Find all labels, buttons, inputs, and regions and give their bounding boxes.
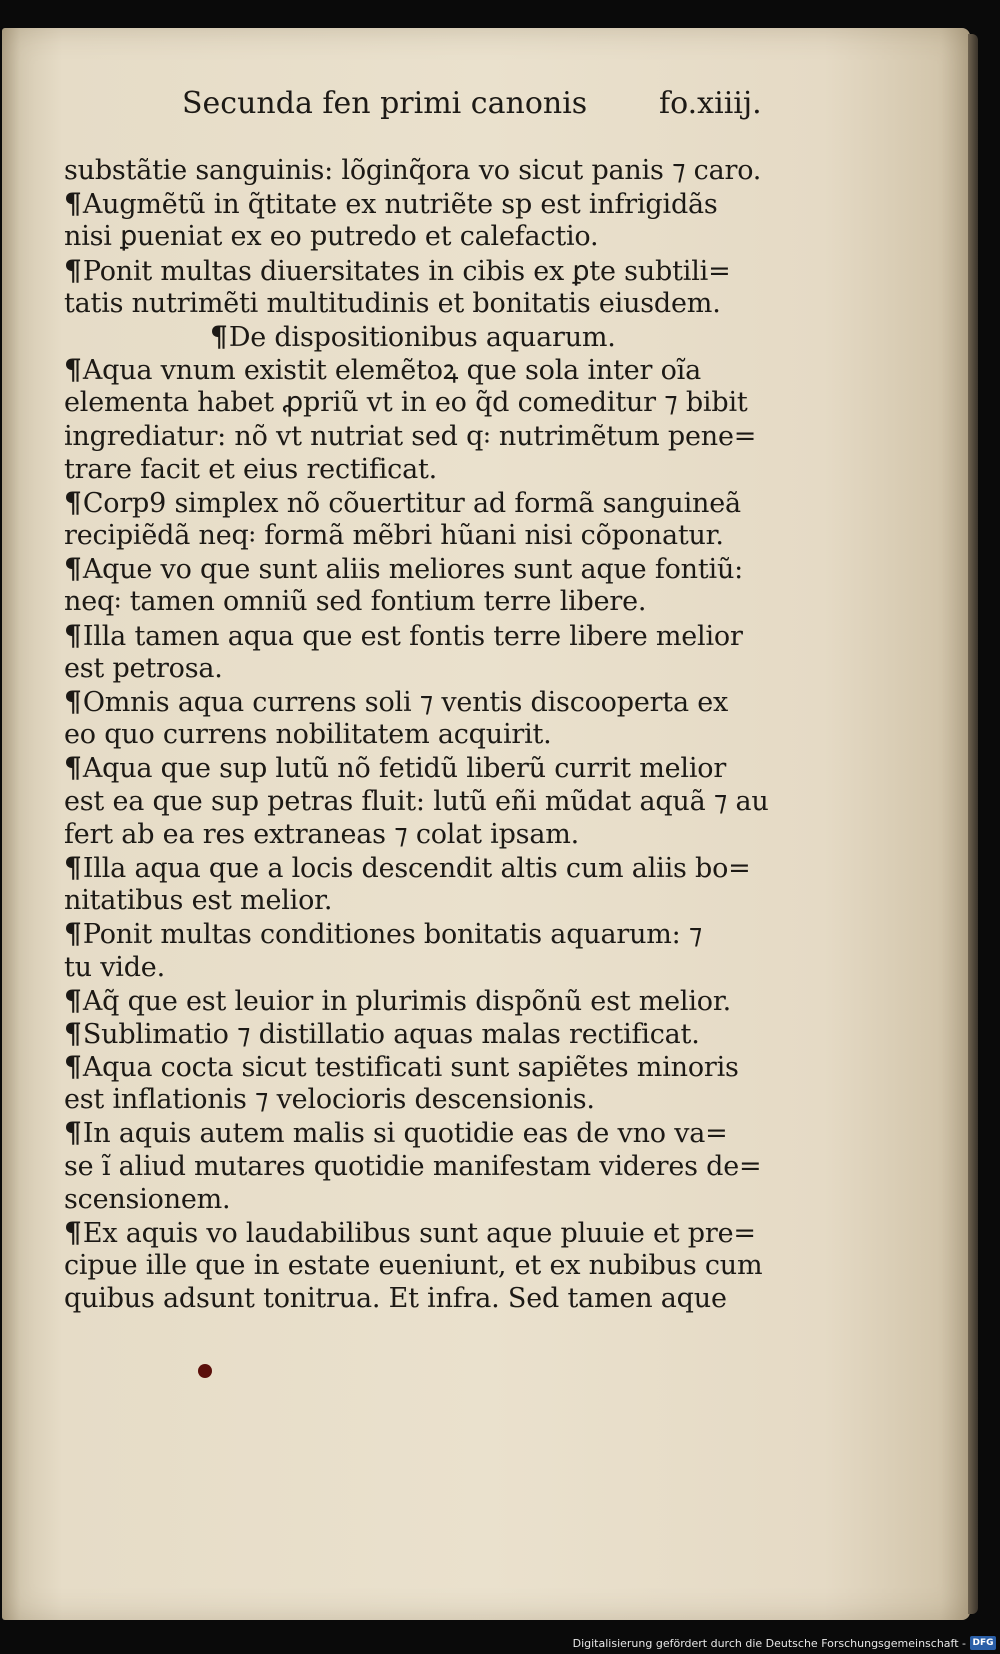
line-text: Augmẽtũ in q̃titate ex nutriẽte sp est infrigidãs (82, 189, 718, 221)
text-line (64, 685, 844, 718)
paragraph-mark: ¶ (210, 319, 225, 353)
line-text: Ponit multas diuersitates in cibis ex ꝑte subtili= (82, 255, 731, 287)
text-line (64, 220, 844, 253)
text-line (64, 1282, 844, 1315)
line-text: eo quo currens nobilitatem acquirit. (64, 719, 552, 751)
text-line (64, 984, 844, 1017)
paragraph-mark: ¶ (64, 485, 79, 519)
line-text: est petrosa. (64, 652, 223, 684)
text-line (64, 718, 844, 751)
line-text: fert ab ea res extraneas ⁊ colat ipsam. (64, 818, 580, 850)
paragraph-mark: ¶ (64, 1016, 79, 1050)
text-line (64, 154, 844, 187)
line-text: tu vide. (64, 951, 165, 983)
text-line (64, 386, 844, 419)
text-column (64, 154, 844, 1394)
line-text: substãtie sanguinis: lõginq̃ora vo sicut panis ⁊ caro. (64, 155, 762, 186)
text-line (64, 420, 844, 453)
paragraph-mark: ¶ (64, 253, 79, 287)
line-text: tatis nutrimẽti multitudinis et bonitatis eiusdem. (64, 287, 721, 319)
text-line (64, 1216, 844, 1249)
credit-text: Digitalisierung gefördert durch die Deutsche Forschungsgemeinschaft - (572, 1637, 966, 1650)
line-text: quibus adsunt tonitrua. Et infra. Sed tamen aque (64, 1283, 727, 1315)
text-line (64, 884, 844, 917)
paragraph-mark: ¶ (64, 850, 79, 884)
text-line (64, 818, 844, 851)
dfg-logo: DFG (970, 1636, 996, 1650)
paragraph-mark: ¶ (64, 353, 79, 387)
line-text: scensionem. (64, 1183, 231, 1215)
line-text: Illa tamen aqua que est fontis terre libere melior (82, 620, 743, 652)
text-line (64, 552, 844, 585)
text-line (64, 1150, 844, 1183)
line-text: Omnis aqua currens soli ⁊ ventis discooperta ex (82, 687, 729, 718)
text-line (64, 951, 844, 984)
text-line (64, 1183, 844, 1216)
text-line (64, 1017, 844, 1050)
line-text: Aque vo que sunt aliis meliores sunt aque fontiũ: (82, 554, 744, 586)
paragraph-mark: ¶ (64, 1050, 79, 1084)
line-text: De dispositionibus aquarum. (228, 321, 616, 353)
text-line (64, 486, 844, 519)
text-line (64, 1083, 844, 1116)
line-text: Ponit multas conditiones bonitatis aquarum: ⁊ (82, 919, 703, 951)
page-edge (968, 34, 978, 1614)
text-line (64, 254, 844, 287)
text-line (64, 619, 844, 652)
text-line (64, 320, 844, 353)
text-line (64, 519, 844, 552)
page-header (182, 86, 782, 136)
text-line (64, 1249, 844, 1282)
digitization-credit (572, 1634, 1000, 1654)
line-text: se ĩ aliud mutares quotidie manifestam videres de= (64, 1150, 762, 1182)
line-text: Illa aqua que a locis descendit altis cum aliis bo= (82, 852, 751, 884)
paragraph-mark: ¶ (64, 751, 79, 785)
text-line (64, 785, 844, 818)
text-line (64, 652, 844, 685)
paragraph-mark: ¶ (64, 1216, 79, 1249)
line-text: neq꞉ tamen omniũ sed fontium terre libere. (64, 586, 647, 618)
text-line (64, 453, 844, 486)
text-line (64, 751, 844, 784)
line-text: cipue ille que in estate eueniunt, et ex nubibus cum (64, 1250, 763, 1282)
line-text: In aquis autem malis si quotidie eas de vno va= (82, 1118, 728, 1150)
text-line (64, 1116, 844, 1149)
book-page (2, 28, 970, 1620)
text-line (64, 851, 844, 884)
line-text: elementa habet ꝓpriũ vt in eo q̃d comeditur ⁊ bibit (64, 387, 748, 419)
paragraph-mark: ¶ (64, 552, 79, 586)
paragraph-mark: ¶ (64, 983, 79, 1017)
text-line (64, 1050, 844, 1083)
text-line (64, 187, 844, 220)
line-text: est ea que sup petras fluit: lutũ eñi mũdat aquã ⁊ au (64, 785, 769, 817)
line-text: Aqua vnum existit elemẽtoꝝ que sola inter oĩa (82, 355, 701, 387)
paragraph-mark: ¶ (64, 917, 79, 951)
rubric-dot (198, 1364, 212, 1378)
line-text: Aq̃ que est leuior in plurimis dispõnũ est melior. (82, 985, 731, 1017)
text-line (64, 353, 844, 386)
line-text: Aqua que sup lutũ nõ fetidũ liberũ currit melior (82, 753, 727, 785)
line-text: trare facit et eius rectificat. (64, 453, 438, 485)
paragraph-mark: ¶ (64, 685, 79, 718)
paragraph-mark: ¶ (64, 187, 79, 221)
text-line (64, 917, 844, 950)
line-text: Corp9 simplex nõ cõuertitur ad formã sanguineã (82, 487, 741, 519)
text-line (64, 287, 844, 320)
line-text: Aqua cocta sicut testificati sunt sapiẽtes minoris (82, 1052, 739, 1084)
line-text: ingrediatur: nõ vt nutriat sed q꞉ nutrimẽtum pene= (64, 420, 757, 452)
folio-number: fo.xiiij. (659, 86, 762, 121)
line-text: nitatibus est melior. (64, 885, 333, 917)
line-text: nisi ꝑueniat ex eo putredo et calefactio. (64, 221, 599, 253)
line-text: Sublimatio ⁊ distillatio aquas malas rectificat. (82, 1018, 700, 1050)
line-text: Ex aquis vo laudabilibus sunt aque pluuie et pre= (82, 1218, 756, 1249)
line-text: recipiẽdã neq꞉ formã mẽbri hũani nisi cõponatur. (64, 520, 724, 552)
text-line (64, 585, 844, 618)
paragraph-mark: ¶ (64, 618, 79, 652)
paragraph-mark: ¶ (64, 1116, 79, 1150)
line-text: est inflationis ⁊ velocioris descensionis. (64, 1084, 595, 1116)
running-head: Secunda fen primi canonis (182, 86, 588, 121)
